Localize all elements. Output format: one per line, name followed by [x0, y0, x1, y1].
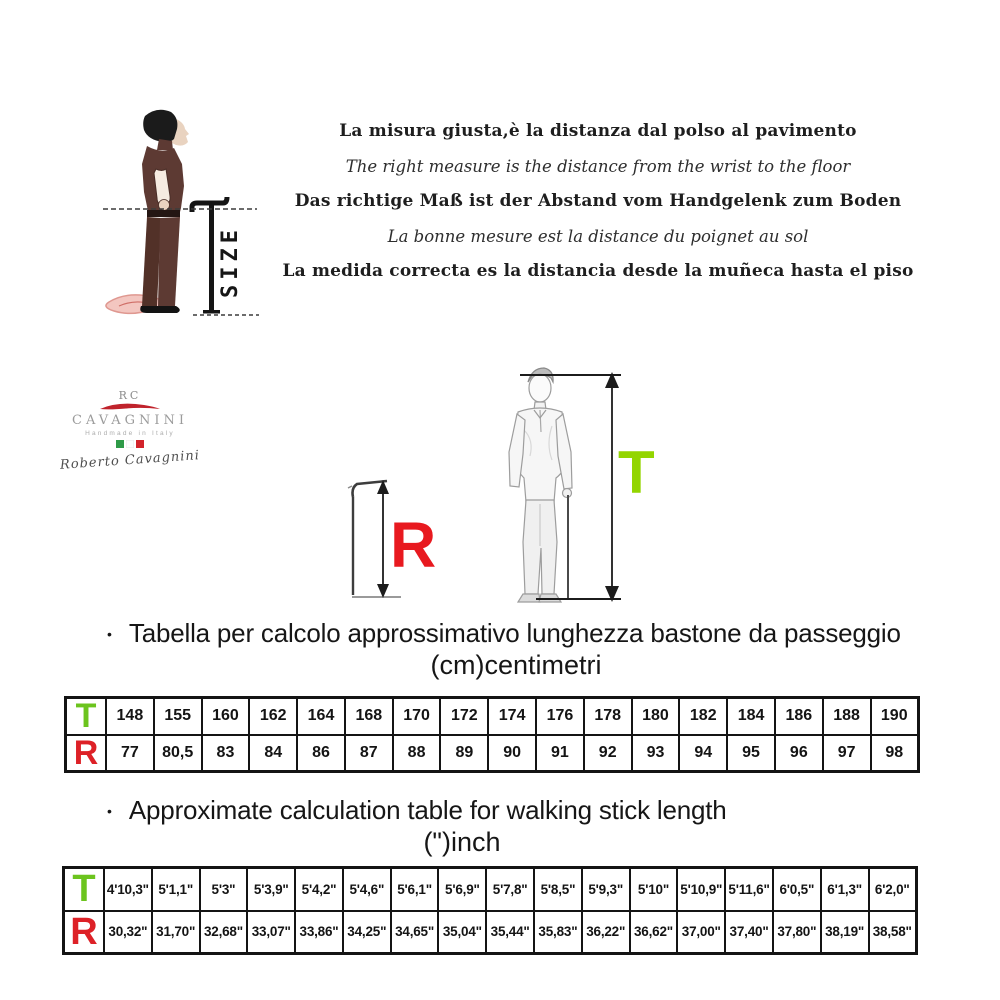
- table-cell: 190: [871, 698, 919, 735]
- table-cell: 33,86": [295, 911, 343, 954]
- table-cell: 5'6,9": [438, 868, 486, 911]
- instruction-line-english: The right measure is the distance from the wrist to the floor: [345, 157, 851, 176]
- wrist-to-floor-illustration: [97, 106, 269, 322]
- table-cell: 91: [536, 735, 584, 772]
- table-cell: 5'10,9": [677, 868, 725, 911]
- table-cell: 33,07": [247, 911, 295, 954]
- table-cell: 84: [249, 735, 297, 772]
- table-cell: 5'4,6": [343, 868, 391, 911]
- table-cell: 6'2,0": [869, 868, 917, 911]
- table-cell: 88: [393, 735, 441, 772]
- table-cell: 30,32": [104, 911, 152, 954]
- table-cell: 4'10,3": [104, 868, 152, 911]
- cm-section: [0, 618, 1000, 680]
- person-sketch: [509, 368, 572, 602]
- flag-red-square: [136, 440, 144, 448]
- logo-signature: Roberto Cavagnini: [59, 448, 201, 473]
- table-cell: 5'7,8": [486, 868, 534, 911]
- table-cell: 37,40": [725, 911, 773, 954]
- size-illustration-svg: [97, 106, 269, 322]
- table-cell: 5'3": [200, 868, 248, 911]
- inch-reach-row: [64, 911, 917, 954]
- table-cell: 182: [679, 698, 727, 735]
- table-cell: 5'6,1": [391, 868, 439, 911]
- logo-tagline: Handmade in Italy: [85, 430, 175, 437]
- cane-icon: [348, 481, 387, 595]
- table-cell: 86: [297, 735, 345, 772]
- table-cell: 90: [488, 735, 536, 772]
- table-cell: 98: [871, 735, 919, 772]
- inch-section-heading: Approximate calculation table for walking stick length: [128, 795, 727, 825]
- table-cell: 32,68": [200, 911, 248, 954]
- table-cell: 160: [202, 698, 250, 735]
- table-cell: 5'1,1": [152, 868, 200, 911]
- row-label-r: R: [66, 735, 107, 772]
- stick-measure-label: R: [390, 509, 437, 581]
- table-cell: 148: [106, 698, 154, 735]
- table-cell: 37,80": [773, 911, 821, 954]
- inch-section: [0, 795, 1000, 857]
- inch-section-subheading: (")inch: [423, 827, 501, 857]
- table-cell: 36,22": [582, 911, 630, 954]
- table-cell: 174: [488, 698, 536, 735]
- table-cell: 155: [154, 698, 202, 735]
- table-cell: 77: [106, 735, 154, 772]
- logo-swoosh-icon: [98, 403, 162, 412]
- bullet-icon: •: [107, 802, 112, 819]
- table-cell: 178: [584, 698, 632, 735]
- table-cell: 38,58": [869, 911, 917, 954]
- person-figure: [140, 110, 189, 313]
- logo-name: CAVAGNINI: [72, 413, 188, 428]
- cm-reach-row: [66, 735, 919, 772]
- table-cell: 92: [584, 735, 632, 772]
- height-measure-label: T: [618, 439, 655, 506]
- table-cell: 170: [393, 698, 441, 735]
- table-cell: 94: [679, 735, 727, 772]
- cm-section-heading: Tabella per calcolo approssimativo lunghezza bastone da passeggio: [128, 618, 901, 648]
- table-cell: 37,00": [677, 911, 725, 954]
- stick-diagram-svg: [343, 466, 493, 616]
- instruction-line-french: La bonne mesure est la distance du poignet au sol: [387, 227, 809, 246]
- height-diagram-svg: [490, 360, 670, 612]
- table-cell: 172: [440, 698, 488, 735]
- cm-table: [64, 696, 920, 773]
- table-cell: 180: [632, 698, 680, 735]
- table-cell: 80,5: [154, 735, 202, 772]
- table-cell: 162: [249, 698, 297, 735]
- table-cell: 31,70": [152, 911, 200, 954]
- table-cell: 5'4,2": [295, 868, 343, 911]
- table-cell: 164: [297, 698, 345, 735]
- table-cell: 35,83": [534, 911, 582, 954]
- italian-flag-icon: [52, 440, 208, 448]
- stick-length-diagram: [343, 466, 493, 616]
- inch-height-row: [64, 868, 917, 911]
- table-cell: 168: [345, 698, 393, 735]
- logo-initials: RC: [118, 389, 142, 402]
- table-cell: 5'8,5": [534, 868, 582, 911]
- table-cell: 34,25": [343, 911, 391, 954]
- bullet-icon: •: [107, 625, 112, 642]
- table-cell: 5'9,3": [582, 868, 630, 911]
- table-cell: 83: [202, 735, 250, 772]
- table-cell: 188: [823, 698, 871, 735]
- size-vertical-label: SIZE: [218, 225, 243, 298]
- inch-table: [62, 866, 918, 955]
- table-cell: 89: [440, 735, 488, 772]
- row-label-t: T: [66, 698, 107, 735]
- flag-green-square: [116, 440, 124, 448]
- row-label-r: R: [64, 911, 105, 954]
- instruction-line-spanish: La medida correcta es la distancia desde la muñeca hasta el piso: [282, 261, 914, 281]
- table-cell: 6'1,3": [821, 868, 869, 911]
- table-cell: 184: [727, 698, 775, 735]
- table-cell: 5'11,6": [725, 868, 773, 911]
- table-cell: 5'3,9": [247, 868, 295, 911]
- table-cell: 36,62": [630, 911, 678, 954]
- instruction-line-italian: La misura giusta,è la distanza dal polso al pavimento: [339, 121, 857, 141]
- table-cell: 5'10": [630, 868, 678, 911]
- table-cell: 38,19": [821, 911, 869, 954]
- table-cell: 35,04": [438, 911, 486, 954]
- table-cell: 35,44": [486, 911, 534, 954]
- table-cell: 97: [823, 735, 871, 772]
- table-cell: 96: [775, 735, 823, 772]
- flag-white-square: [126, 440, 134, 448]
- cm-section-subheading: (cm)centimetri: [430, 650, 602, 680]
- table-cell: 87: [345, 735, 393, 772]
- height-measure-arrow: [605, 372, 619, 602]
- cm-height-row: [66, 698, 919, 735]
- table-cell: 95: [727, 735, 775, 772]
- stick-measure-arrow: [377, 480, 389, 598]
- instruction-line-german: Das richtige Maß ist der Abstand vom Handgelenk zum Boden: [294, 191, 902, 211]
- table-cell: 93: [632, 735, 680, 772]
- table-cell: 6'0,5": [773, 868, 821, 911]
- height-diagram: [490, 360, 670, 612]
- table-cell: 186: [775, 698, 823, 735]
- table-cell: 34,65": [391, 911, 439, 954]
- measure-instructions: [278, 114, 918, 289]
- brand-logo: [52, 389, 208, 473]
- table-cell: 176: [536, 698, 584, 735]
- row-label-t: T: [64, 868, 105, 911]
